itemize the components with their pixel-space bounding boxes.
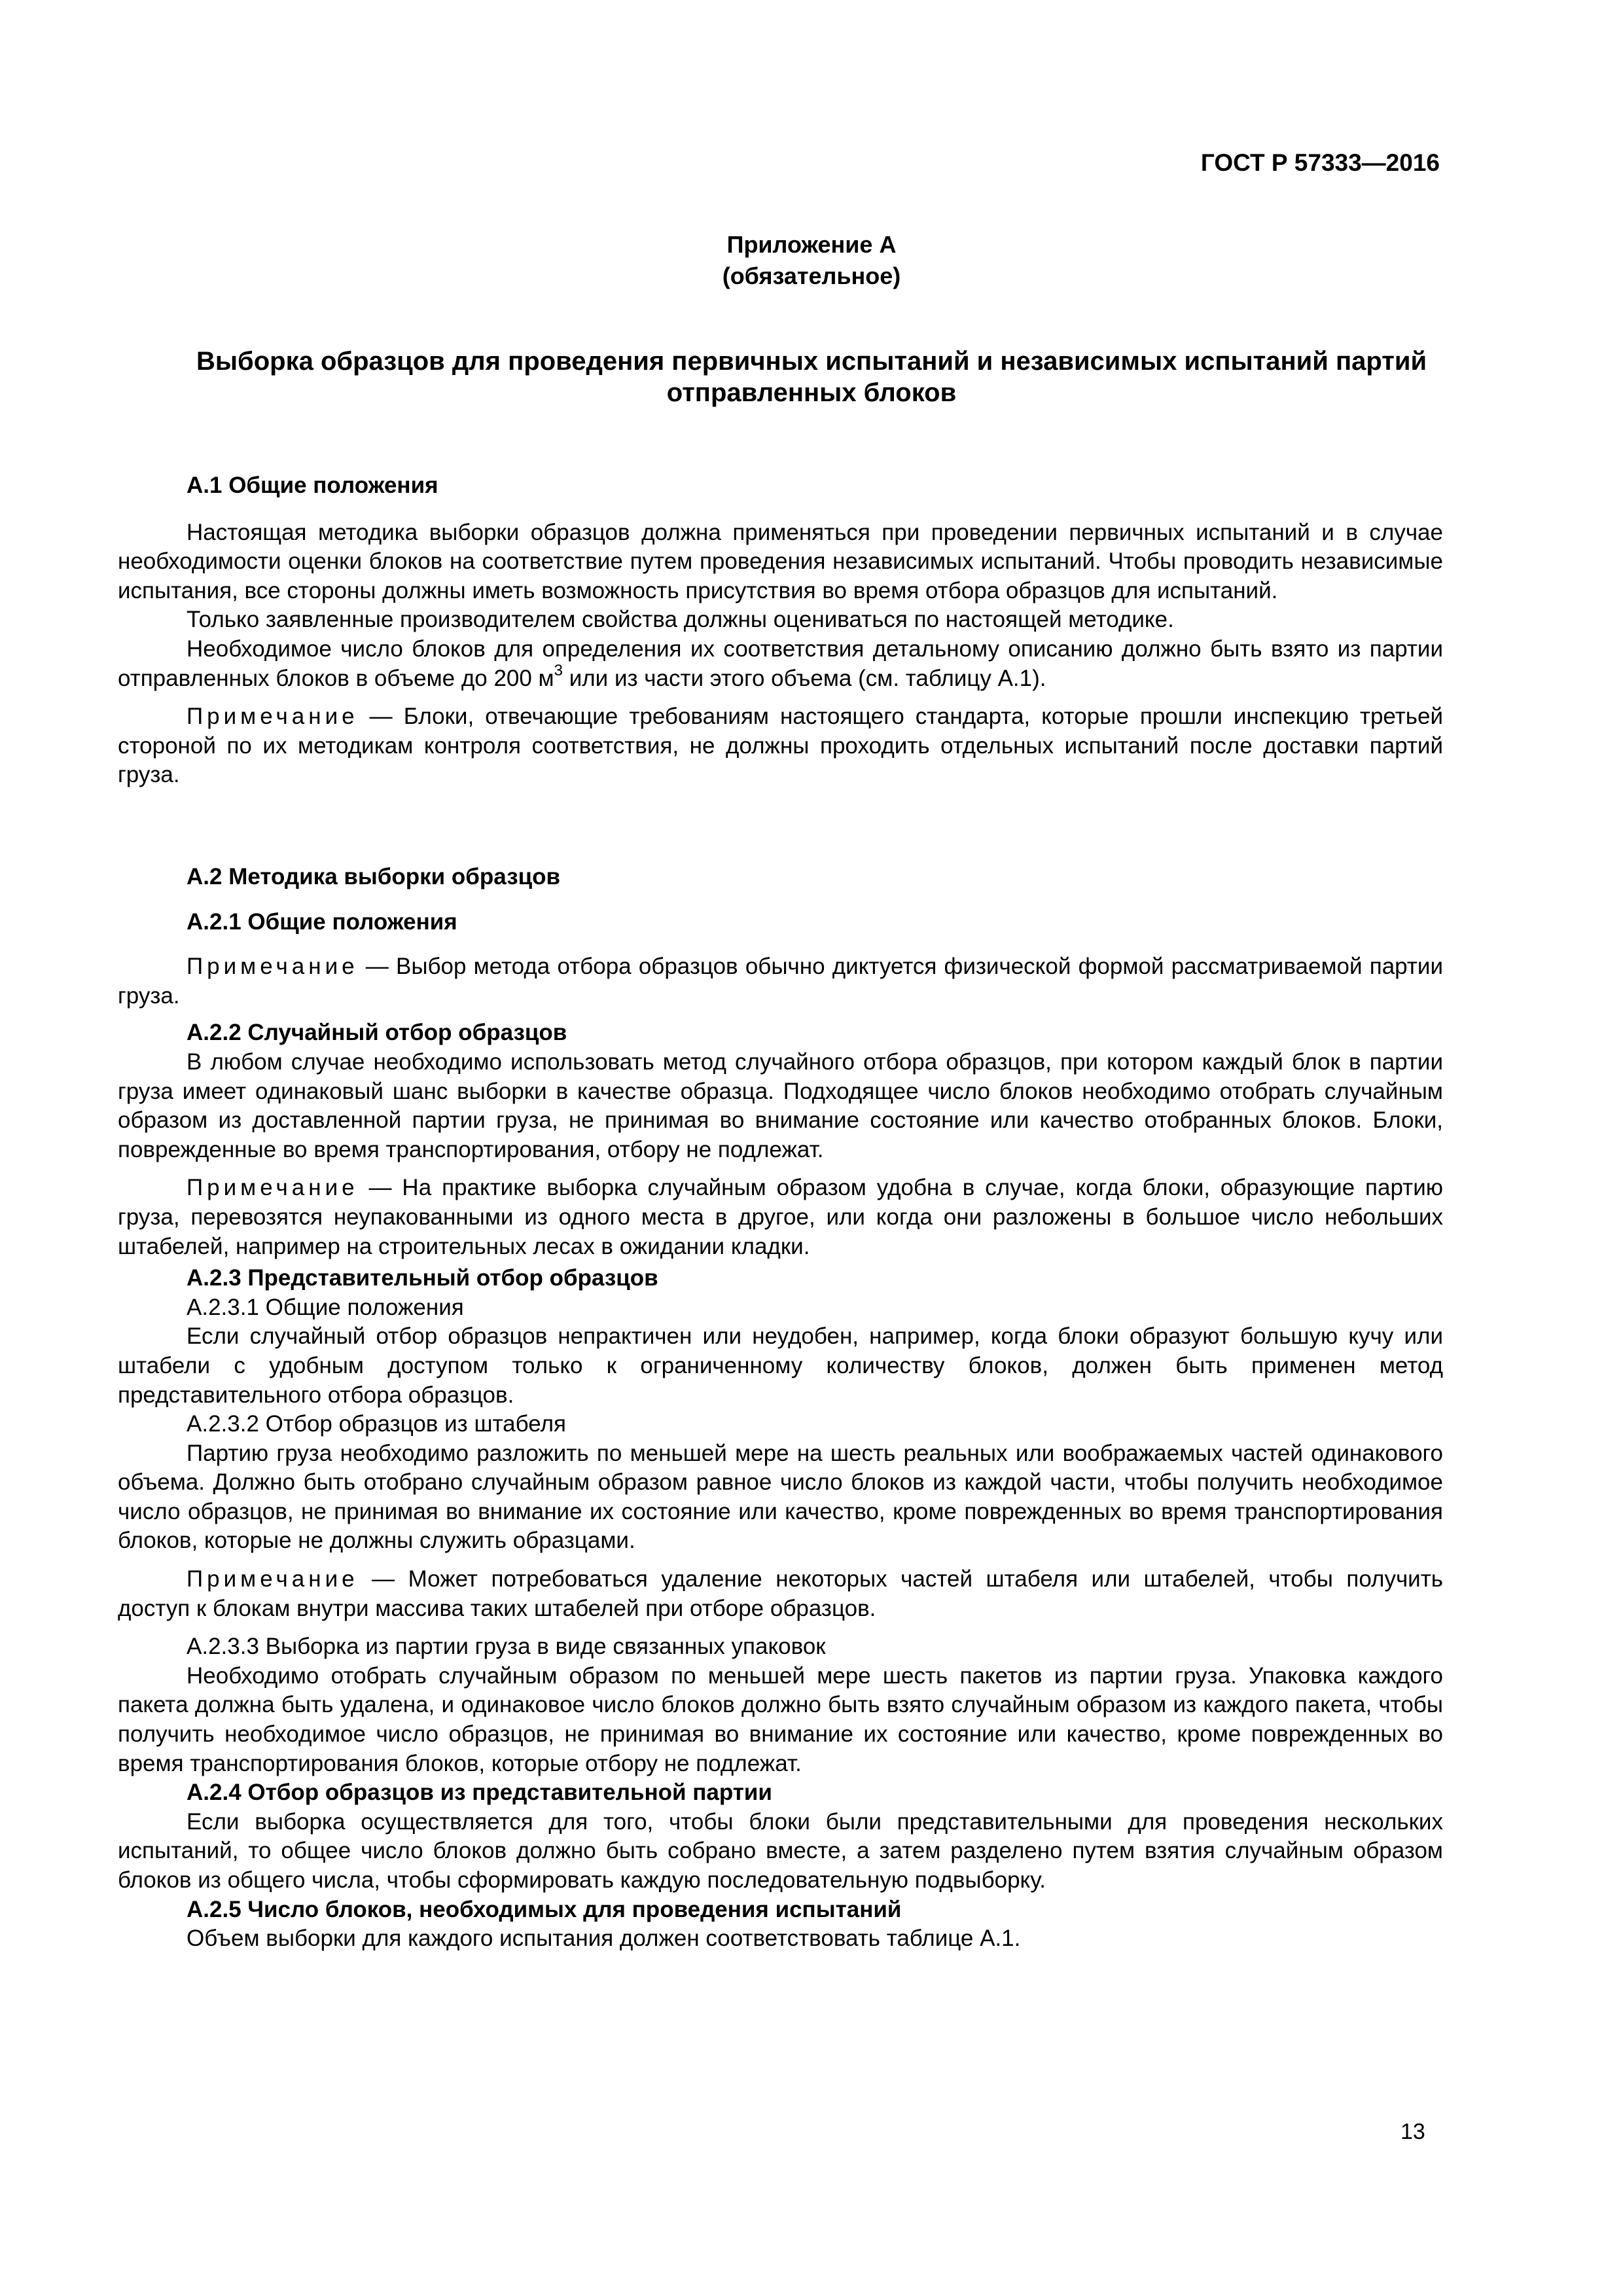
section-a1-note — [118, 702, 1443, 790]
section-a232-paragraph: Партию груза необходимо разложить по меньшей мере на шесть реальных или воображаемых частей одинакового объема. Должно быть отобрано случайным образом равное число блоков из каждой части, чтобы получить необходимое число образцов, не принимая во внимание их состояние или качество, кроме поврежденных во время транспортирования блоков, которые не должны служить образцами. — [118, 1440, 1443, 1554]
note-text: — Выбор метода отбора образцов обычно диктуется физической формой рассматриваемой партии груза. — [118, 954, 1443, 1009]
annex-title: Приложение А — [726, 231, 897, 258]
note-text: — Блоки, отвечающие требованиям настоящего стандарта, которые прошли инспекцию третьей стороной по их методикам контроля соответствия, не должны проходить отдельных испытаний после доставки партий груза. — [118, 704, 1443, 788]
note-text: — Может потребоваться удаление некоторых частей штабеля или штабелей, чтобы получить доступ к блокам внутри массива таких штабелей при отборе образцов. — [118, 1566, 1443, 1621]
note-label: Примечание — [187, 704, 359, 730]
section-a233-paragraph: Необходимо отобрать случайным образом по меньшей мере шесть пакетов из партии груза. Упаковка каждого пакета должна быть удалена, и одинаковое число блоков должно быть взято случайным образом из каждого пакета, чтобы получить необходимое число образцов, не принимая во внимание их состояние или качество, кроме поврежденных во время транспортирования блоков, которые отбору не подлежат. — [118, 1662, 1443, 1776]
section-a22-note — [118, 1174, 1443, 1261]
section-a232-note — [118, 1565, 1443, 1623]
section-a22-heading: А.2.2 Случайный отбор образцов — [187, 1020, 567, 1046]
section-a1-paragraph-1: Настоящая методика выборки образцов должна применяться при проведении первичных испытаний и в случае необходимости оценки блоков на соответствие путем проведения независимых испытаний. Чтобы проводить независимые испытания, все стороны должны иметь возможность присутствия во время отбора образцов для испытаний. — [118, 519, 1443, 603]
section-a1-heading: А.1 Общие положения — [187, 473, 438, 498]
annex-heading — [118, 346, 1505, 408]
section-a25-paragraph: Объем выборки для каждого испытания должен соответствовать таблице А.1. — [187, 1926, 1021, 1952]
section-a232-heading: А.2.3.2 Отбор образцов из штабеля — [187, 1411, 566, 1437]
page-number: 13 — [1400, 2119, 1425, 2144]
note-label: Примечание — [187, 1566, 359, 1592]
section-a25-heading: А.2.5 Число блоков, необходимых для проведения испытаний — [187, 1896, 902, 1922]
cubic-superscript: 3 — [554, 661, 563, 679]
section-a1-paragraph-2: Только заявленные производителем свойства должны оцениваться по настоящей методике. — [187, 607, 1174, 633]
section-a231-heading: А.2.3.1 Общие положения — [187, 1294, 464, 1320]
section-a231-paragraph: Если случайный отбор образцов непрактичен или неудобен, например, когда блоки образуют большую кучу или штабели с удобным доступом только к ограниченному количеству блоков, должен быть применен метод представительного отбора образцов. — [118, 1323, 1443, 1408]
section-a2 — [118, 863, 1443, 1954]
note-label: Примечание — [187, 1175, 359, 1201]
section-a1 — [118, 471, 1443, 790]
section-a21-note — [118, 952, 1443, 1011]
section-a233-heading: А.2.3.3 Выборка из партии груза в виде связанных упаковок — [187, 1634, 826, 1660]
section-a24-paragraph: Если выборка осуществляется для того, чтобы блоки были представительными для проведения нескольких испытаний, то общее число блоков должно быть собрано вместе, а затем разделено путем взятия случайным образом блоков из общего числа, чтобы сформировать каждую последовательную подвыборку. — [118, 1808, 1443, 1893]
annex-status: (обязательное) — [722, 262, 901, 289]
section-a23-heading: А.2.3 Представительный отбор образцов — [187, 1265, 658, 1291]
section-a2-heading: А.2 Методика выборки образцов — [187, 864, 561, 889]
section-a24-heading: А.2.4 Отбор образцов из представительной партии — [187, 1780, 772, 1806]
annex-heading-line-1: Выборка образцов для проведения первичных испытаний и независимых испытаний партий — [196, 347, 1427, 376]
annex-heading-line-2: отправленных блоков — [666, 378, 957, 407]
section-a1-paragraph-3-tail: или из части этого объема (см. таблицу А.1). — [562, 665, 1046, 691]
note-text: — На практике выборка случайным образом удобна в случае, когда блоки, образующие партию груза, перевозятся неупакованными из одного места в другое, или когда они разложены в большое число небольших штабелей, например на строительных лесах в ожидании кладки. — [118, 1175, 1443, 1259]
section-a21-heading: А.2.1 Общие положения — [187, 908, 457, 935]
section-a1-paragraph-3 — [118, 635, 1443, 693]
section-a22-paragraph: В любом случае необходимо использовать метод случайного отбора образцов, при котором каждый блок в партии груза имеет одинаковый шанс выборки в качестве образца. Подходящее число блоков необходимо отобрать случайным образом из доставленной партии груза, не принимая во внимание состояние или качество отобранных блоков. Блоки, поврежденные во время транспортирования, отбору не подлежат. — [118, 1049, 1443, 1162]
section-a1-paragraph-3-text: Необходимое число блоков для определения их соответствия детальному описанию должно быть взято из партии отправленных блоков в объеме до 200 м — [118, 636, 1443, 691]
standard-id: ГОСТ Р 57333—2016 — [1200, 149, 1440, 176]
note-label: Примечание — [187, 954, 359, 980]
